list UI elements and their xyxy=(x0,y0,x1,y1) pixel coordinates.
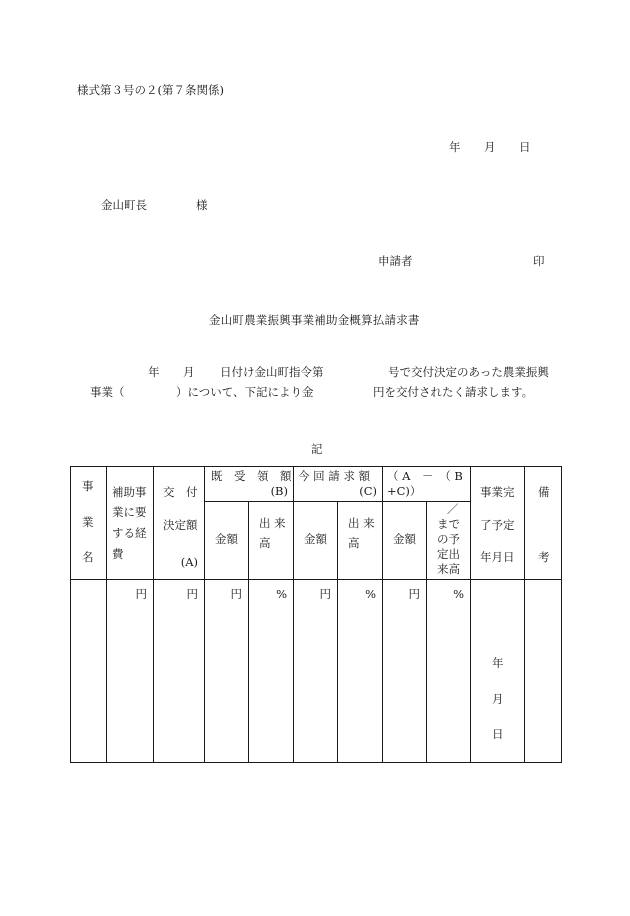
form-number: 様式第３号の２(第７条関係) xyxy=(77,83,224,97)
data-biko-cell[interactable] xyxy=(525,580,562,763)
addressee: 金山町長 xyxy=(101,198,147,212)
abc-made-header: ／ まで の予 定出 来高 xyxy=(427,502,471,580)
data-kofu-cell[interactable]: 円 xyxy=(154,580,205,763)
col-konkai-header: 今 回 請 求 額 (C) xyxy=(294,467,383,502)
data-konkai-dekidaka-cell[interactable]: % xyxy=(338,580,383,763)
col-abc-header: （ A － （ B +C)） xyxy=(383,467,471,502)
date-year-label: 年 xyxy=(449,140,461,154)
col-kanryo-header: 事業完 了予定 年月日 xyxy=(471,467,525,580)
konkai-kingaku-header: 金額 xyxy=(294,502,338,580)
body-month: 月 xyxy=(183,365,195,379)
data-jigyo-cell[interactable] xyxy=(71,580,107,763)
body-text-3: 事業（ xyxy=(90,385,125,399)
kiju-kingaku-header: 金額 xyxy=(205,502,249,580)
data-hojo-cell[interactable]: 円 xyxy=(107,580,154,763)
data-abc-made-cell[interactable]: % xyxy=(427,580,471,763)
data-konkai-kingaku-cell[interactable]: 円 xyxy=(294,580,338,763)
body-text-2: 号で交付決定のあった農業振興 xyxy=(388,365,549,379)
seal-label: 印 xyxy=(533,254,545,268)
kiju-dekidaka-header: 出 来 高 xyxy=(249,502,294,580)
col-kiju-header: 既 受 領 額 (B) xyxy=(205,467,294,502)
data-kiju-dekidaka-cell[interactable]: % xyxy=(249,580,294,763)
request-table xyxy=(70,466,562,763)
addressee-suffix: 様 xyxy=(196,198,208,212)
body-text-1: 日付け金山町指令第 xyxy=(220,365,324,379)
ki-label: 記 xyxy=(311,442,323,456)
document-title: 金山町農業振興事業補助金概算払請求書 xyxy=(209,313,420,327)
body-year: 年 xyxy=(148,365,160,379)
data-kanryo-cell[interactable]: 年 月 日 xyxy=(471,580,525,763)
data-abc-kingaku-cell[interactable]: 円 xyxy=(383,580,427,763)
body-text-4: ）について、下記により金 xyxy=(176,385,314,399)
date-day-label: 日 xyxy=(519,140,531,154)
col-jigyo-header: 事 業 名 xyxy=(71,467,107,580)
abc-kingaku-header: 金額 xyxy=(383,502,427,580)
data-kiju-kingaku-cell[interactable]: 円 xyxy=(205,580,249,763)
konkai-dekidaka-header: 出 来 高 xyxy=(338,502,383,580)
col-biko-header: 備 考 xyxy=(525,467,562,580)
date-month-label: 月 xyxy=(484,140,496,154)
body-text-5: 円を交付されたく請求します。 xyxy=(373,385,534,399)
applicant-label: 申請者 xyxy=(378,254,413,268)
col-kofu-header: 交 付 決定額 (A) xyxy=(154,467,205,580)
col-hojo-header: 補助事 業に要 する経 費 xyxy=(107,467,154,580)
